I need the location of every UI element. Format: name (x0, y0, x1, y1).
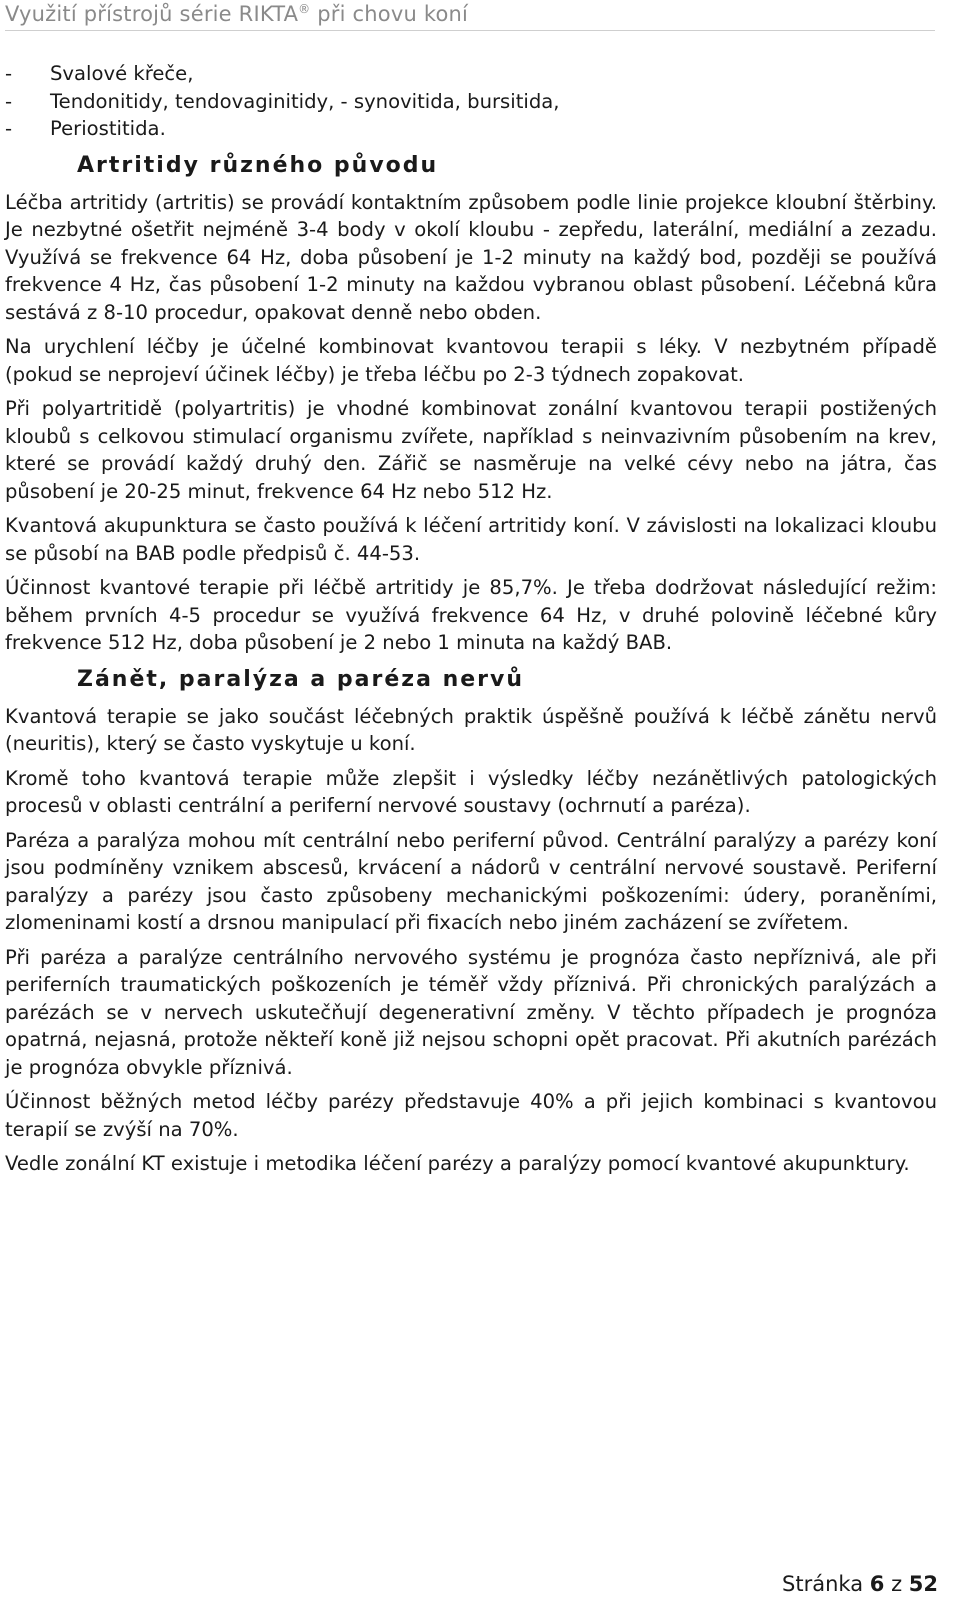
page-number: Stránka 6 z 52 (782, 1572, 938, 1596)
section-heading-nerves: Zánět, paralýza a paréza nervů (77, 666, 525, 692)
paragraph: Kromě toho kvantová terapie může zlepšit i výsledky léčby nezánětlivých patologických procesů v oblasti centrální a periferní nervové soustavy (ochrnutí a paréza). (5, 766, 937, 817)
list-item: - Tendonitidy, tendovaginitidy, - synovitida, bursitida, (5, 89, 560, 113)
paragraph: Na urychlení léčby je účelné kombinovat kvantovou terapii s léky. V nezbytném případě (pokud se neprojeví účinek léčby) je třeba léčbu po 2-3 týdnech zopakovat. (5, 335, 937, 386)
paragraph: Účinnost běžných metod léčby parézy představuje 40% a při jejich kombinaci s kvantovou terapií se zvýší na 70%. (5, 1090, 937, 1141)
page-header (5, 2, 935, 31)
paragraph: Při polyartritidě (polyartritis) je vhodné kombinovat zonální kvantovou terapii postižených kloubů s celkovou stimulací organismu zvířete, například s neinvazivním působením na krev, které se provádí každý druhý den. Zářič se nasměruje na velké cévy nebo na játra, čas působení je 20-25 minut, frekvence 64 Hz nebo 512 Hz. (5, 397, 937, 503)
paragraph: Vedle zonální KT existuje i metodika léčení parézy a paralýzy pomocí kvantové akupunktury. (5, 1152, 910, 1175)
header-title: Využití přístrojů série RIKTA (5, 2, 299, 26)
header-title-suffix: při chovu koní (310, 2, 469, 26)
paragraph: Léčba artritidy (artritis) se provádí kontaktním způsobem podle linie projekce kloubní štěrbiny. Je nezbytné ošetřit nejméně 3-4 body v okolí kloubu - zepředu, laterální, mediální a zezadu. Využívá se frekvence 64 Hz, doba působení je 1-2 minuty na každý bod, později se používá frekvence 4 Hz, čas působení 1-2 minuty na každou vybranou oblast působení. Léčebná kůra sestává z 8-10 procedur, opakovat denně nebo obden. (5, 190, 937, 324)
paragraph: Při paréza a paralýze centrálního nervového systému je prognóza často nepříznivá, ale při periferních traumatických poškozeních je téměř vždy příznivá. Při chronických paralýzách a parézách se v nervech uskutečňují degenerativní změny. V těchto případech je prognóza opatrná, nejasná, protože někteří koně již nejsou schopni opět pracovat. Při akutních parézách je prognóza obvykle příznivá. (5, 945, 937, 1079)
section-heading-arthritis: Artritidy různého původu (77, 152, 439, 178)
paragraph: Kvantová terapie se jako součást léčebných praktik úspěšně používá k léčbě zánětu nervů (neuritis), který se často vyskytuje u koní. (5, 704, 937, 755)
registered-mark: ® (298, 2, 311, 16)
paragraph: Kvantová akupunktura se často používá k léčení artritidy koní. V závislosti na lokalizaci kloubu se působí na BAB podle předpisů č. 44-53. (5, 514, 937, 565)
bullet-list (5, 60, 937, 143)
document-body (5, 60, 937, 1185)
paragraph: Účinnost kvantové terapie při léčbě artritidy je 85,7%. Je třeba dodržovat následující režim: během prvních 4-5 procedur se využívá frekvence 64 Hz, v druhé polovině léčebné kůry frekvence 512 Hz, doba působení je 2 nebo 1 minuta na každý BAB. (5, 576, 937, 654)
list-item: - Periostitida. (5, 117, 166, 140)
paragraph: Paréza a paralýza mohou mít centrální nebo periferní původ. Centrální paralýzy a parézy koní jsou podmíněny vznikem abscesů, krvácení a nádorů v centrální nervové soustavě. Periferní paralýzy a parézy jsou často způsobeny mechanickými poškozeními: údery, poraněními, zlomeninami kostí a drsnou manipulací při fixacích nebo jiném zacházení se zvířetem. (5, 828, 937, 934)
list-item: - Svalové křeče, (5, 62, 194, 85)
current-page: 6 (869, 1572, 885, 1596)
total-pages: 52 (908, 1572, 938, 1596)
